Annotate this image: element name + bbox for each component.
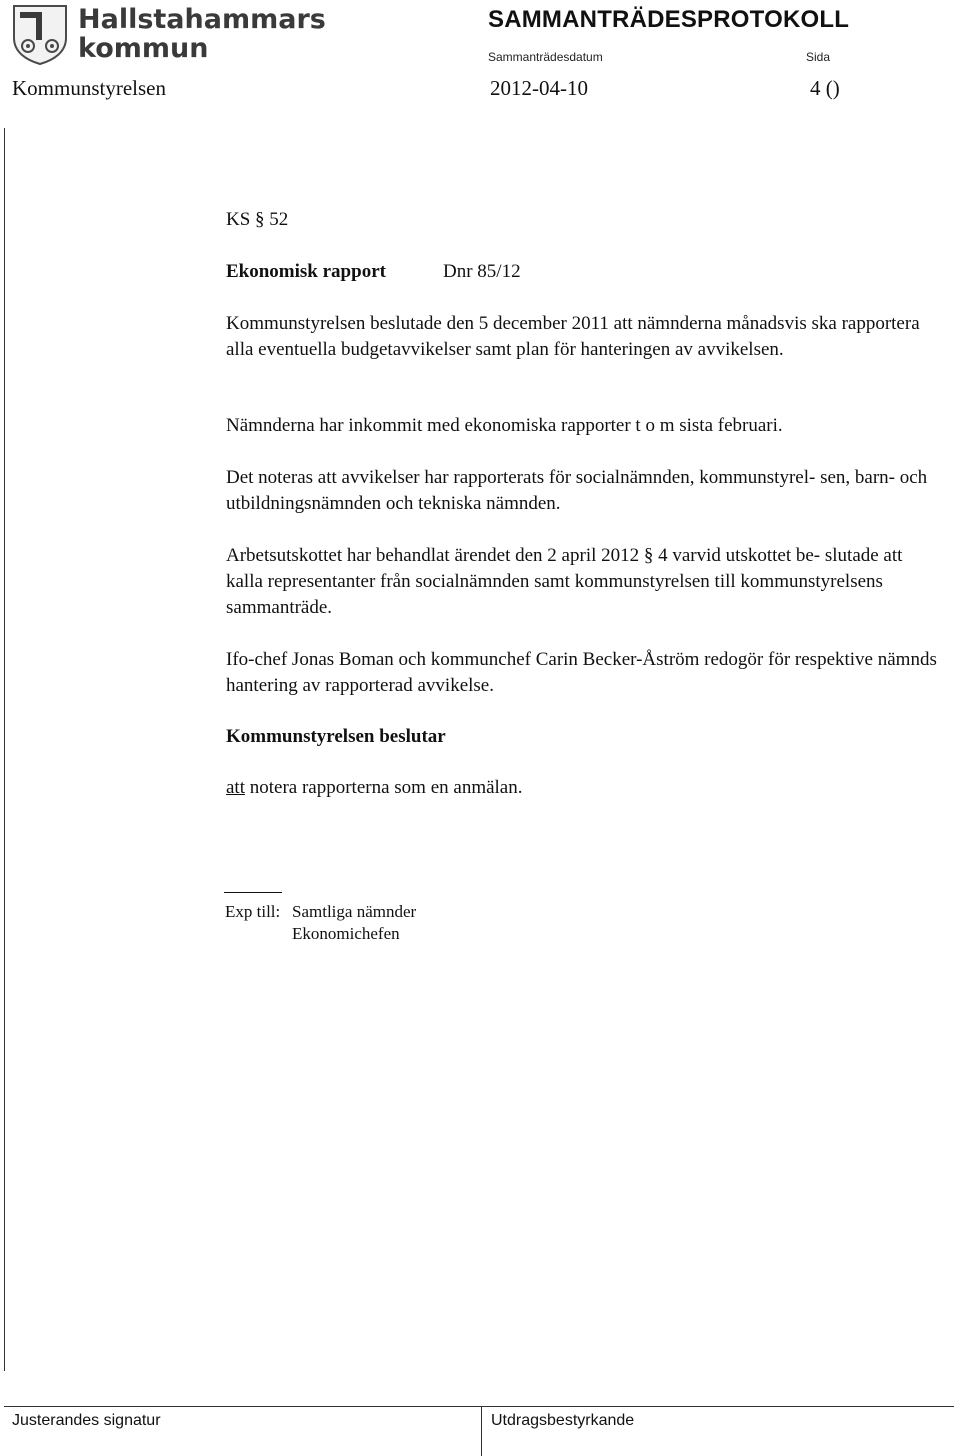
meeting-date: 2012-04-10 [490, 76, 588, 100]
section-number: KS § 52 [226, 209, 289, 230]
page-label: Sida [806, 50, 831, 64]
municipality-logo [10, 4, 326, 68]
paragraph-2: Nämnderna har inkommit med ekonomiska rapporter t o m sista februari. [226, 415, 783, 436]
paragraph-3: Det noteras att avvikelser har rapporterats för socialnämnden, kommunstyrel- sen, barn- och utbildningsnämnden och tekniska nämnden. [226, 467, 928, 514]
distribution-rule [224, 892, 282, 893]
decision-text: notera rapporterna som en anmälan. [249, 777, 523, 798]
distribution-item-1: Samtliga nämnder [292, 902, 417, 921]
distribution-item-2: Ekonomichefen [292, 924, 400, 943]
paragraph-4: Arbetsutskottet har behandlat ärendet den 2 april 2012 § 4 varvid utskottet be- slutade att kalla representanter från socialnämnden samt kommunstyrelsen till kommunstyrelsens sammanträde. [226, 545, 903, 618]
page-number: 4 () [810, 76, 840, 100]
footer-divider-line [481, 1406, 482, 1456]
footer-top-line [4, 1406, 954, 1407]
adjusting-signature-label: Justerandes signatur [12, 1412, 161, 1429]
paragraph-1: Kommunstyrelsen beslutade den 5 december 2011 att nämnderna månadsvis ska rapportera alla eventuella budgetavvikelser samt plan för hanteringen av avvikelsen. [226, 313, 920, 360]
extract-certification-label: Utdragsbestyrkande [491, 1412, 635, 1429]
logo-wordmark-line1: Hallstahammars [78, 4, 326, 35]
document-title: SAMMANTRÄDESPROTOKOLL [488, 6, 850, 33]
decision-att: att [226, 777, 245, 798]
coat-of-arms-icon [10, 4, 70, 66]
paragraph-5: Ifo-chef Jonas Boman och kommunchef Carin Becker-Åström redogör för respektive nämnds hantering av rapporterad avvikelse. [226, 649, 937, 696]
decision-line [226, 775, 938, 801]
distribution-label: Exp till: [225, 902, 281, 921]
diary-number: Dnr 85/12 [443, 261, 521, 282]
committee-name: Kommunstyrelsen [12, 76, 166, 100]
left-margin-line [4, 128, 5, 1371]
date-label: Sammanträdesdatum [488, 50, 603, 64]
decision-heading: Kommunstyrelsen beslutar [226, 726, 446, 747]
item-heading: Ekonomisk rapport [226, 261, 386, 282]
logo-wordmark-line2: kommun [78, 33, 209, 64]
